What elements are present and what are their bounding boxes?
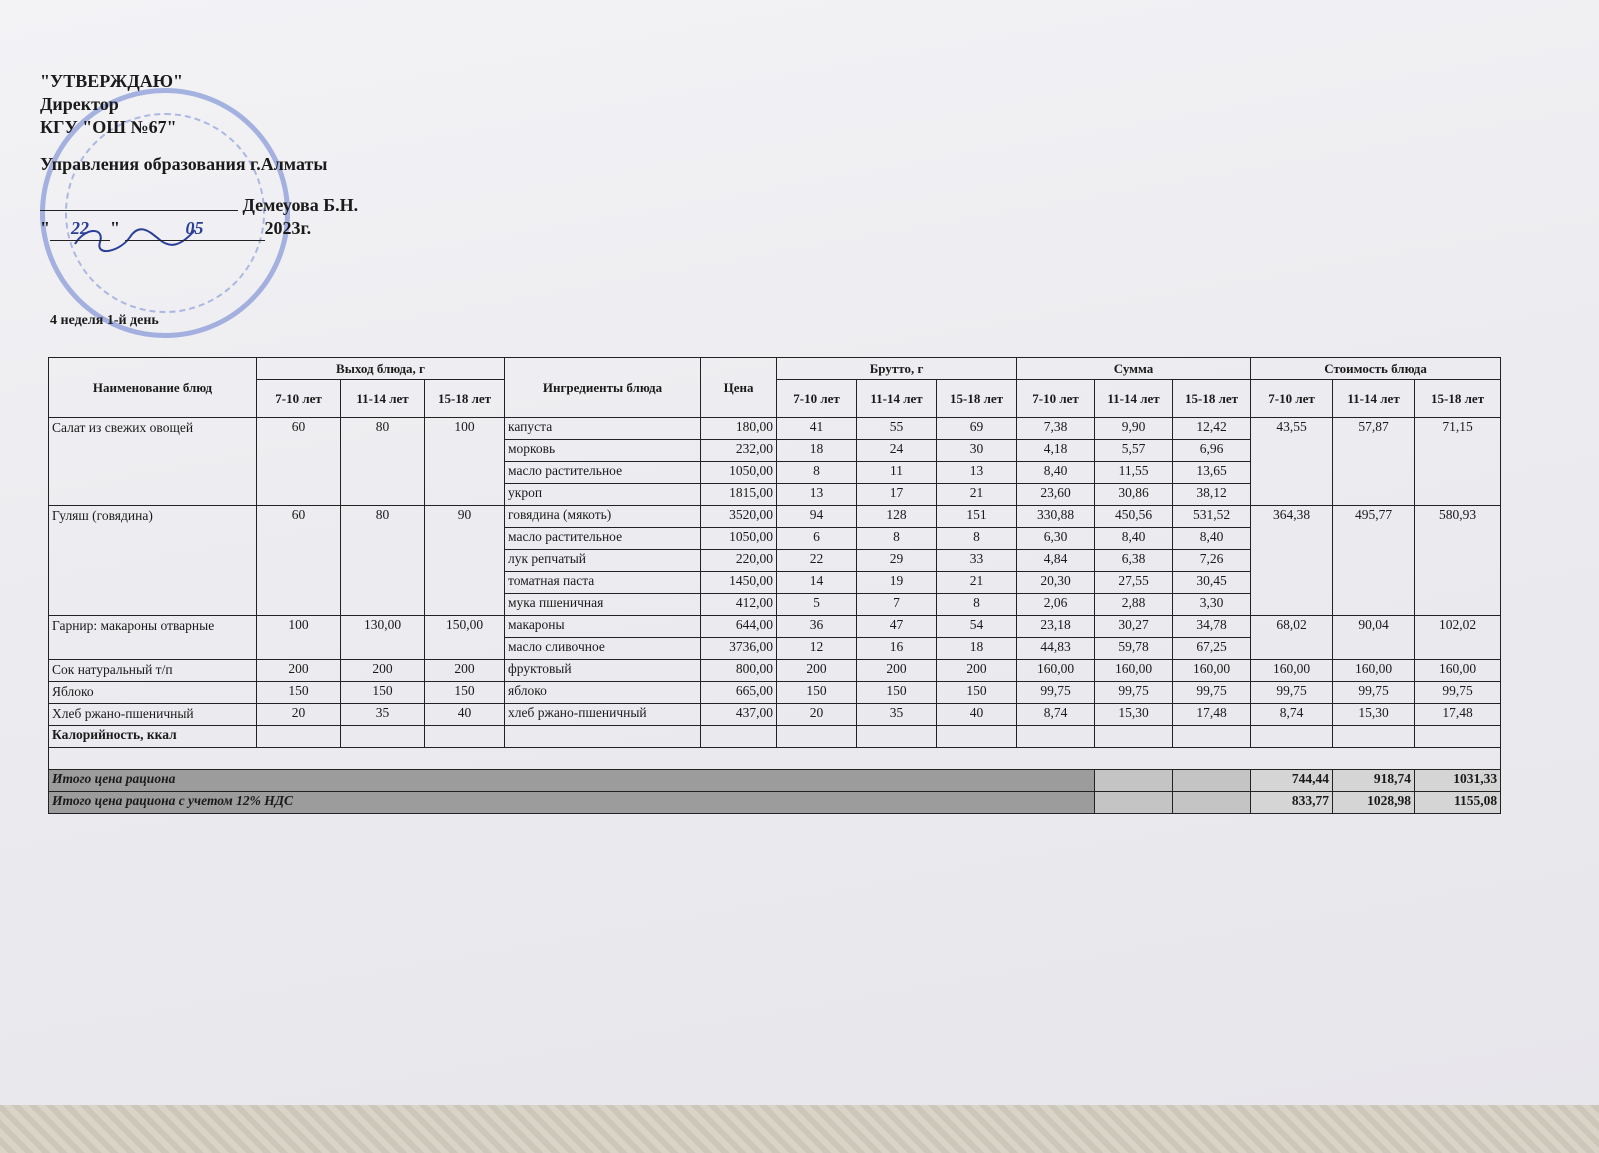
calories-cell <box>701 726 777 748</box>
table-row <box>49 506 1501 528</box>
total-blank <box>1095 792 1173 814</box>
ingredient-brutto: 7 <box>857 594 937 616</box>
dish-cost: 57,87 <box>1333 418 1415 506</box>
dish-output: 150 <box>257 682 341 704</box>
header-price: Цена <box>701 358 777 418</box>
table-row <box>49 418 1501 440</box>
ingredient-name: укроп <box>505 484 701 506</box>
approval-title: "УТВЕРЖДАЮ" <box>40 71 184 91</box>
ingredient-sum: 6,38 <box>1095 550 1173 572</box>
header-age: 11-14 лет <box>857 380 937 418</box>
table-row <box>49 704 1501 726</box>
ingredient-sum: 4,84 <box>1017 550 1095 572</box>
ingredient-sum: 8,40 <box>1173 528 1251 550</box>
ingredient-sum: 23,18 <box>1017 616 1095 638</box>
dish-cost: 90,04 <box>1333 616 1415 660</box>
approval-block <box>40 70 358 241</box>
ingredient-sum: 330,88 <box>1017 506 1095 528</box>
total-value: 1031,33 <box>1415 770 1501 792</box>
ingredient-sum: 8,40 <box>1095 528 1173 550</box>
ingredient-sum: 12,42 <box>1173 418 1251 440</box>
dish-cost: 99,75 <box>1251 682 1333 704</box>
ingredient-brutto: 18 <box>777 440 857 462</box>
ingredient-brutto: 19 <box>857 572 937 594</box>
dish-name: Сок натуральный т/п <box>49 660 257 682</box>
dish-output: 150 <box>341 682 425 704</box>
dish-cost: 102,02 <box>1415 616 1501 660</box>
calories-cell <box>777 726 857 748</box>
ingredient-sum: 2,06 <box>1017 594 1095 616</box>
ingredient-name: капуста <box>505 418 701 440</box>
ingredient-sum: 44,83 <box>1017 638 1095 660</box>
ingredient-sum: 2,88 <box>1095 594 1173 616</box>
ingredient-sum: 8,74 <box>1017 704 1095 726</box>
ingredient-sum: 13,65 <box>1173 462 1251 484</box>
dish-cost: 160,00 <box>1415 660 1501 682</box>
dish-name: Гарнир: макароны отварные <box>49 616 257 660</box>
ingredient-name: яблоко <box>505 682 701 704</box>
ingredient-price: 800,00 <box>701 660 777 682</box>
ingredient-brutto: 30 <box>937 440 1017 462</box>
calories-cell <box>425 726 505 748</box>
ingredient-brutto: 18 <box>937 638 1017 660</box>
date-year: 2023г. <box>264 218 312 238</box>
ingredient-price: 1450,00 <box>701 572 777 594</box>
total-value: 833,77 <box>1251 792 1333 814</box>
calories-cell <box>1017 726 1095 748</box>
ingredient-name: морковь <box>505 440 701 462</box>
ingredient-sum: 6,96 <box>1173 440 1251 462</box>
ingredient-brutto: 36 <box>777 616 857 638</box>
dish-output: 200 <box>257 660 341 682</box>
header-cost: Стоимость блюда <box>1251 358 1501 380</box>
ingredient-brutto: 150 <box>937 682 1017 704</box>
ingredient-sum: 11,55 <box>1095 462 1173 484</box>
ingredient-name: фруктовый <box>505 660 701 682</box>
header-age: 11-14 лет <box>1333 380 1415 418</box>
ingredient-name: томатная паста <box>505 572 701 594</box>
ingredient-brutto: 29 <box>857 550 937 572</box>
dish-name: Гуляш (говядина) <box>49 506 257 616</box>
dish-output: 100 <box>257 616 341 660</box>
calories-cell <box>1095 726 1173 748</box>
dish-name: Яблоко <box>49 682 257 704</box>
header-age: 11-14 лет <box>341 380 425 418</box>
dish-output: 100 <box>425 418 505 506</box>
header-age: 7-10 лет <box>1017 380 1095 418</box>
ingredient-price: 232,00 <box>701 440 777 462</box>
dish-output: 80 <box>341 506 425 616</box>
ingredient-price: 3736,00 <box>701 638 777 660</box>
tablecloth-background <box>0 1105 1599 1153</box>
ingredient-brutto: 24 <box>857 440 937 462</box>
calories-cell <box>505 726 701 748</box>
total-blank <box>1173 792 1251 814</box>
dish-name: Салат из свежих овощей <box>49 418 257 506</box>
ingredient-name: масло растительное <box>505 528 701 550</box>
header-sum: Сумма <box>1017 358 1251 380</box>
dish-cost: 495,77 <box>1333 506 1415 616</box>
calories-cell <box>1415 726 1501 748</box>
ingredient-sum: 30,27 <box>1095 616 1173 638</box>
dish-output: 200 <box>425 660 505 682</box>
header-age: 15-18 лет <box>1415 380 1501 418</box>
header-ingredients: Ингредиенты блюда <box>505 358 701 418</box>
ingredient-brutto: 94 <box>777 506 857 528</box>
dish-cost: 364,38 <box>1251 506 1333 616</box>
ingredient-brutto: 150 <box>857 682 937 704</box>
ingredient-sum: 9,90 <box>1095 418 1173 440</box>
spacer-cell <box>49 748 1501 770</box>
header-age: 15-18 лет <box>1173 380 1251 418</box>
ingredient-brutto: 6 <box>777 528 857 550</box>
spacer-row <box>49 748 1501 770</box>
ingredient-price: 220,00 <box>701 550 777 572</box>
header-dish: Наименование блюд <box>49 358 257 418</box>
ingredient-sum: 450,56 <box>1095 506 1173 528</box>
dish-output: 80 <box>341 418 425 506</box>
ingredient-sum: 8,40 <box>1017 462 1095 484</box>
ingredient-price: 644,00 <box>701 616 777 638</box>
dish-output: 200 <box>341 660 425 682</box>
ingredient-brutto: 11 <box>857 462 937 484</box>
ingredient-price: 3520,00 <box>701 506 777 528</box>
ingredient-brutto: 200 <box>777 660 857 682</box>
ingredient-brutto: 5 <box>777 594 857 616</box>
ingredient-sum: 99,75 <box>1173 682 1251 704</box>
approval-signer-name: Демеуова Б.Н. <box>242 195 359 215</box>
header-age: 15-18 лет <box>425 380 505 418</box>
dish-cost: 43,55 <box>1251 418 1333 506</box>
approval-signature-line <box>40 194 358 217</box>
ingredient-name: лук репчатый <box>505 550 701 572</box>
dish-output: 130,00 <box>341 616 425 660</box>
approval-school: КГУ "ОШ №67" <box>40 117 177 137</box>
calories-cell <box>341 726 425 748</box>
dish-cost: 160,00 <box>1333 660 1415 682</box>
total-row <box>49 792 1501 814</box>
dish-cost: 580,93 <box>1415 506 1501 616</box>
dish-name: Хлеб ржано-пшеничный <box>49 704 257 726</box>
dish-output: 150 <box>425 682 505 704</box>
calories-cell <box>1173 726 1251 748</box>
ingredient-brutto: 55 <box>857 418 937 440</box>
ingredient-name: говядина (мякоть) <box>505 506 701 528</box>
ingredient-brutto: 33 <box>937 550 1017 572</box>
total-value: 744,44 <box>1251 770 1333 792</box>
menu-table <box>48 357 1501 814</box>
header-age: 11-14 лет <box>1095 380 1173 418</box>
ingredient-sum: 99,75 <box>1017 682 1095 704</box>
total-blank <box>1173 770 1251 792</box>
dish-output: 35 <box>341 704 425 726</box>
ingredient-sum: 17,48 <box>1173 704 1251 726</box>
calories-cell <box>1333 726 1415 748</box>
ingredient-price: 180,00 <box>701 418 777 440</box>
ingredient-price: 1050,00 <box>701 462 777 484</box>
dish-output: 90 <box>425 506 505 616</box>
ingredient-brutto: 20 <box>777 704 857 726</box>
calories-cell <box>257 726 341 748</box>
dish-output: 60 <box>257 506 341 616</box>
ingredient-brutto: 14 <box>777 572 857 594</box>
ingredient-brutto: 128 <box>857 506 937 528</box>
dish-cost: 17,48 <box>1415 704 1501 726</box>
total-value: 1155,08 <box>1415 792 1501 814</box>
total-label: Итого цена рациона <box>49 770 1095 792</box>
ingredient-name: масло сливочное <box>505 638 701 660</box>
ingredient-sum: 160,00 <box>1095 660 1173 682</box>
ingredient-sum: 160,00 <box>1173 660 1251 682</box>
ingredient-price: 1050,00 <box>701 528 777 550</box>
calories-cell <box>937 726 1017 748</box>
ingredient-brutto: 200 <box>937 660 1017 682</box>
header-output: Выход блюда, г <box>257 358 505 380</box>
ingredient-sum: 6,30 <box>1017 528 1095 550</box>
total-value: 918,74 <box>1333 770 1415 792</box>
header-age: 7-10 лет <box>777 380 857 418</box>
ingredient-name: хлеб ржано-пшеничный <box>505 704 701 726</box>
ingredient-brutto: 200 <box>857 660 937 682</box>
dish-cost: 71,15 <box>1415 418 1501 506</box>
ingredient-sum: 20,30 <box>1017 572 1095 594</box>
ingredient-sum: 3,30 <box>1173 594 1251 616</box>
ingredient-brutto: 40 <box>937 704 1017 726</box>
header-age: 7-10 лет <box>1251 380 1333 418</box>
ingredient-brutto: 47 <box>857 616 937 638</box>
calories-row <box>49 726 1501 748</box>
dish-cost: 68,02 <box>1251 616 1333 660</box>
calories-cell <box>857 726 937 748</box>
dish-output: 20 <box>257 704 341 726</box>
total-blank <box>1095 770 1173 792</box>
ingredient-sum: 30,45 <box>1173 572 1251 594</box>
total-row <box>49 770 1501 792</box>
ingredient-sum: 30,86 <box>1095 484 1173 506</box>
date-day: 22 <box>50 217 110 241</box>
table-row <box>49 682 1501 704</box>
approval-department: Управления образования г.Алматы <box>40 154 328 174</box>
calories-cell <box>1251 726 1333 748</box>
ingredient-sum: 67,25 <box>1173 638 1251 660</box>
ingredient-price: 665,00 <box>701 682 777 704</box>
dish-cost: 160,00 <box>1251 660 1333 682</box>
ingredient-sum: 4,18 <box>1017 440 1095 462</box>
dish-cost: 99,75 <box>1333 682 1415 704</box>
ingredient-sum: 160,00 <box>1017 660 1095 682</box>
ingredient-sum: 531,52 <box>1173 506 1251 528</box>
ingredient-price: 437,00 <box>701 704 777 726</box>
ingredient-brutto: 13 <box>777 484 857 506</box>
menu-table-body <box>49 418 1501 814</box>
ingredient-sum: 59,78 <box>1095 638 1173 660</box>
ingredient-brutto: 21 <box>937 572 1017 594</box>
total-label: Итого цена рациона с учетом 12% НДС <box>49 792 1095 814</box>
dish-output: 60 <box>257 418 341 506</box>
approval-position: Директор <box>40 94 119 114</box>
dish-cost: 8,74 <box>1251 704 1333 726</box>
ingredient-name: масло растительное <box>505 462 701 484</box>
ingredient-brutto: 150 <box>777 682 857 704</box>
ingredient-sum: 38,12 <box>1173 484 1251 506</box>
table-row <box>49 616 1501 638</box>
ingredient-brutto: 54 <box>937 616 1017 638</box>
table-row <box>49 660 1501 682</box>
header-age: 15-18 лет <box>937 380 1017 418</box>
ingredient-brutto: 69 <box>937 418 1017 440</box>
dish-cost: 15,30 <box>1333 704 1415 726</box>
ingredient-price: 1815,00 <box>701 484 777 506</box>
header-brutto: Брутто, г <box>777 358 1017 380</box>
ingredient-sum: 5,57 <box>1095 440 1173 462</box>
ingredient-brutto: 8 <box>777 462 857 484</box>
ingredient-sum: 7,26 <box>1173 550 1251 572</box>
ingredient-sum: 99,75 <box>1095 682 1173 704</box>
ingredient-sum: 15,30 <box>1095 704 1173 726</box>
date-month: 05 <box>125 217 265 241</box>
ingredient-brutto: 8 <box>937 528 1017 550</box>
ingredient-sum: 23,60 <box>1017 484 1095 506</box>
ingredient-brutto: 17 <box>857 484 937 506</box>
week-day-label: 4 неделя 1-й день <box>50 313 159 328</box>
ingredient-sum: 34,78 <box>1173 616 1251 638</box>
calories-label: Калорийность, ккал <box>49 726 257 748</box>
ingredient-brutto: 8 <box>937 594 1017 616</box>
dish-output: 40 <box>425 704 505 726</box>
ingredient-brutto: 151 <box>937 506 1017 528</box>
ingredient-name: мука пшеничная <box>505 594 701 616</box>
ingredient-brutto: 35 <box>857 704 937 726</box>
ingredient-brutto: 13 <box>937 462 1017 484</box>
header-age: 7-10 лет <box>257 380 341 418</box>
ingredient-brutto: 12 <box>777 638 857 660</box>
ingredient-brutto: 41 <box>777 418 857 440</box>
ingredient-sum: 27,55 <box>1095 572 1173 594</box>
ingredient-sum: 7,38 <box>1017 418 1095 440</box>
ingredient-brutto: 16 <box>857 638 937 660</box>
total-value: 1028,98 <box>1333 792 1415 814</box>
dish-cost: 99,75 <box>1415 682 1501 704</box>
ingredient-brutto: 22 <box>777 550 857 572</box>
approval-date: " 22 " 05 2023г. <box>40 217 358 241</box>
ingredient-brutto: 8 <box>857 528 937 550</box>
ingredient-brutto: 21 <box>937 484 1017 506</box>
dish-output: 150,00 <box>425 616 505 660</box>
ingredient-name: макароны <box>505 616 701 638</box>
ingredient-price: 412,00 <box>701 594 777 616</box>
